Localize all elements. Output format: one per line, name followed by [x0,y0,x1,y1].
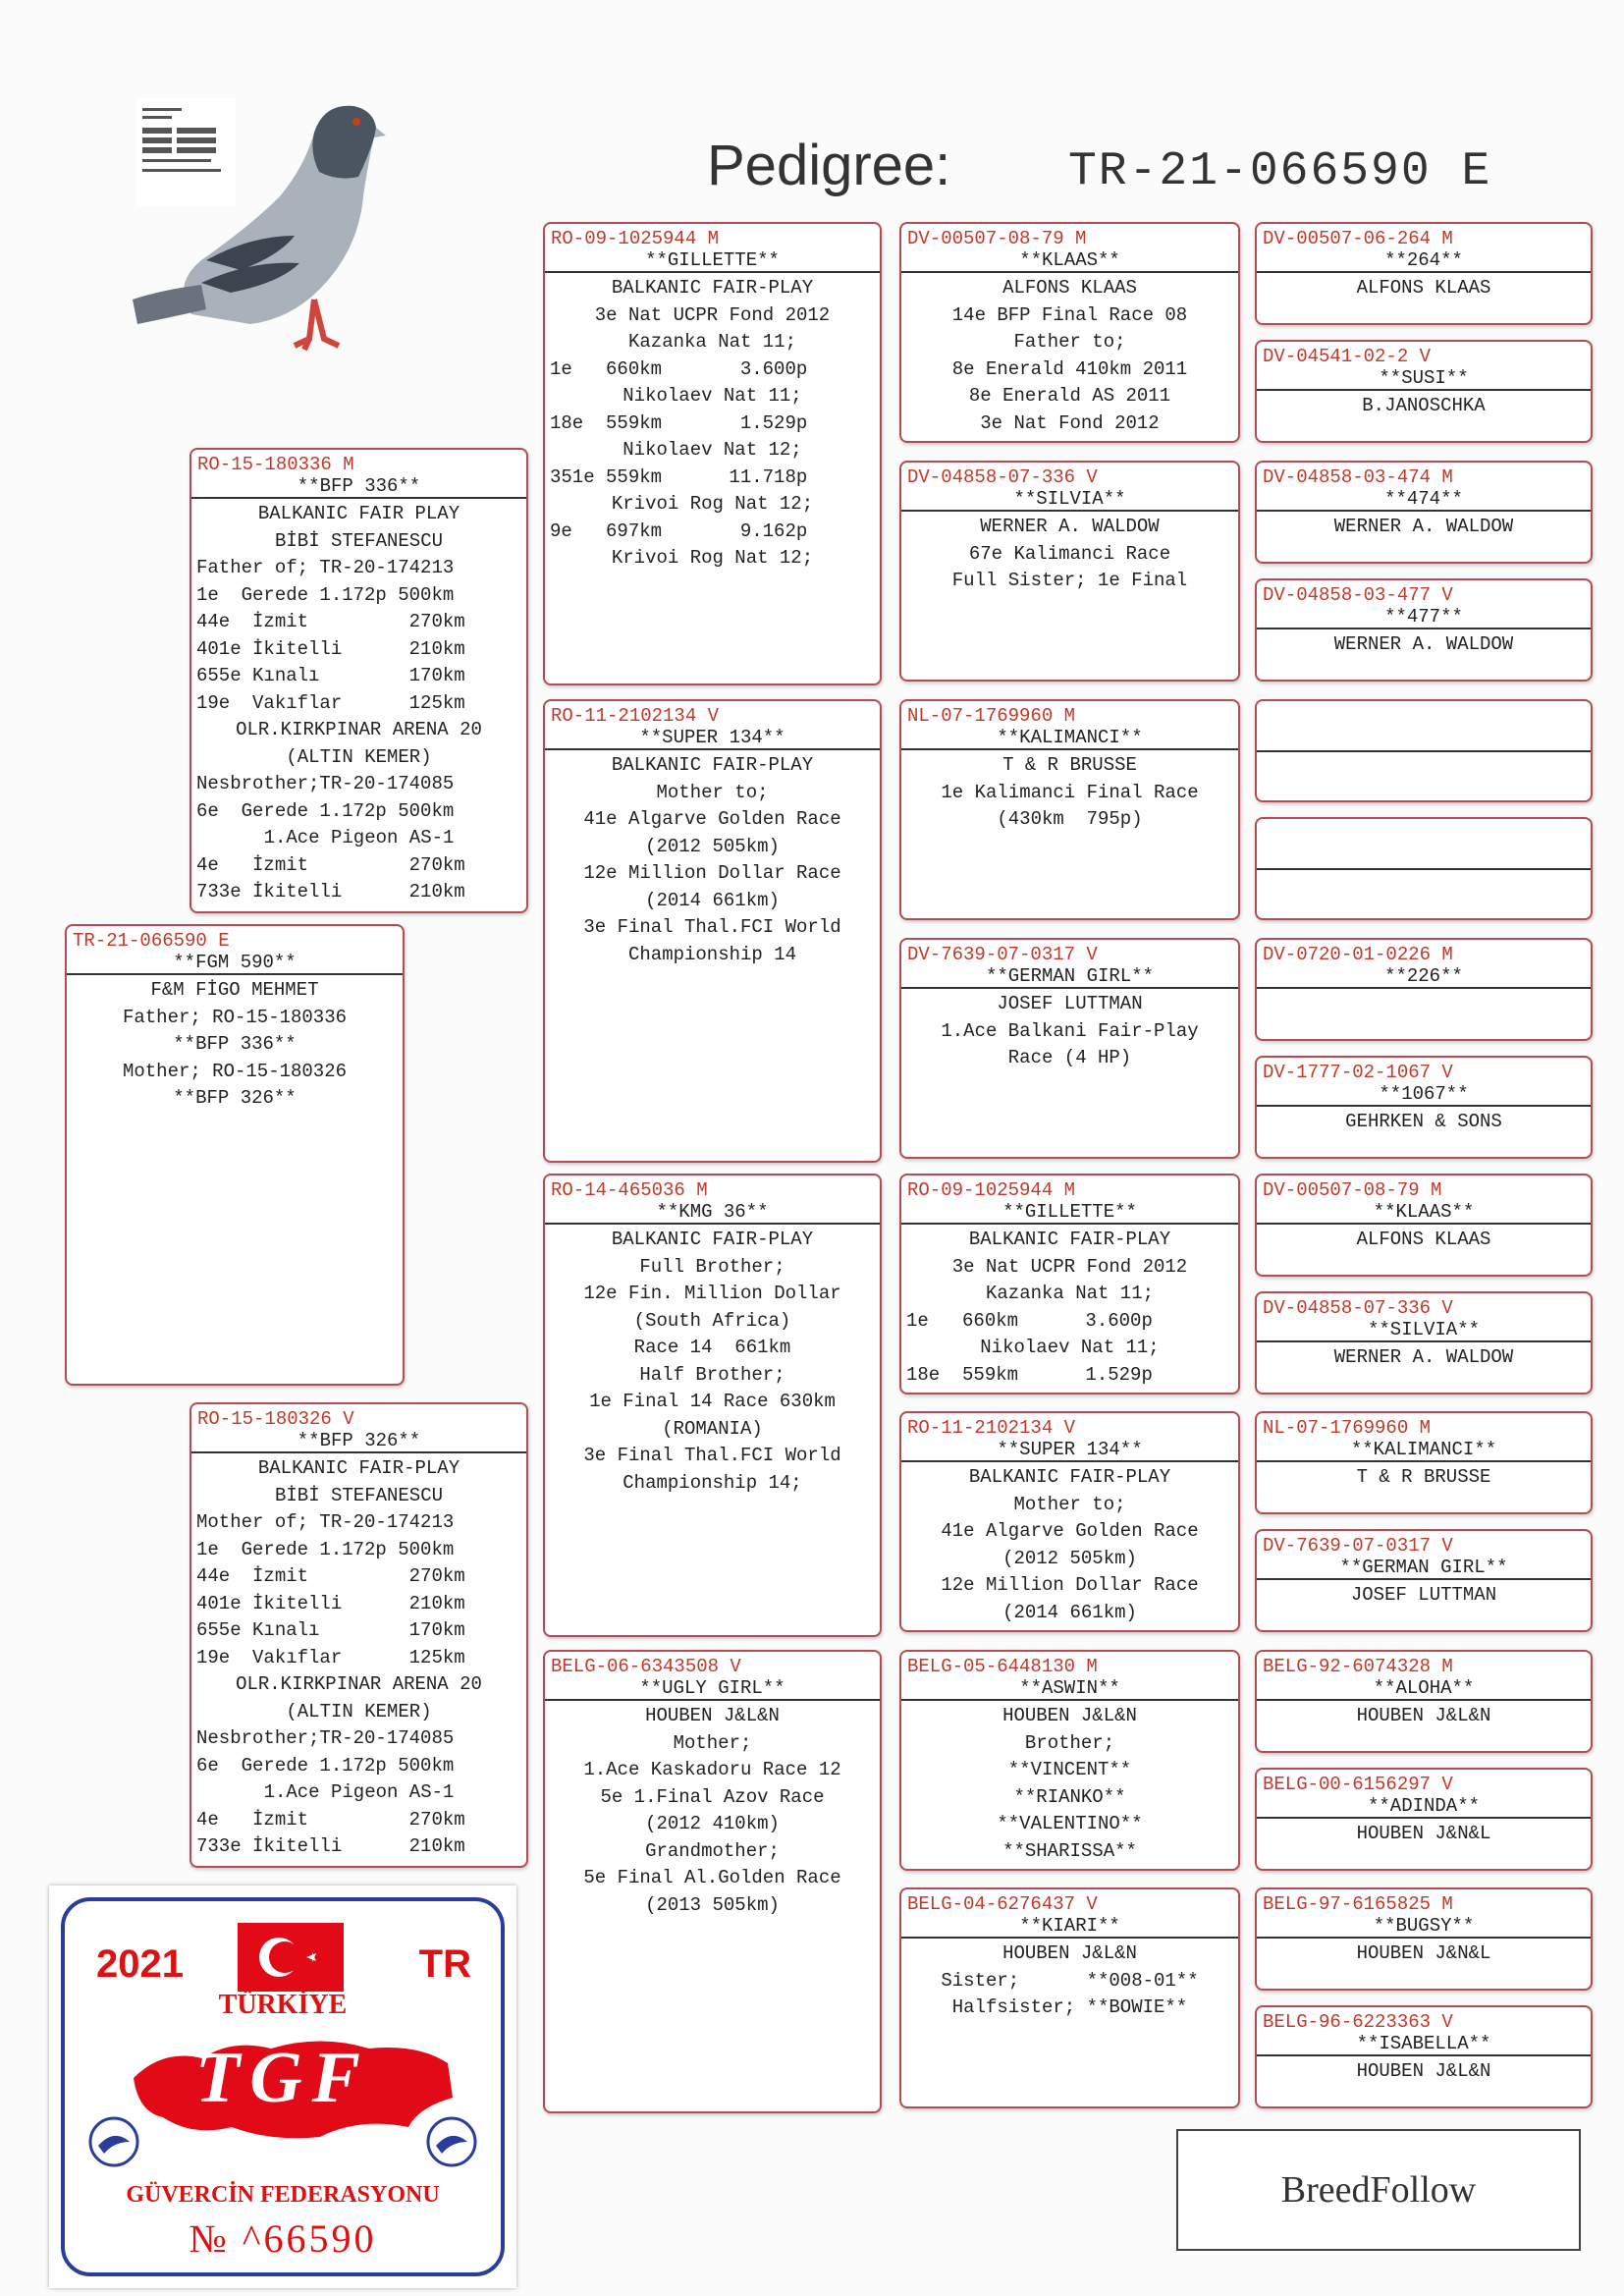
pedigree-line: (2014 661km) [1002,1601,1137,1623]
pigeon-name: **KMG 36** [545,1201,880,1225]
ring-number: RO-09-1025944 M [907,1179,1076,1201]
pedigree-line: BALKANIC FAIR PLAY [257,503,460,524]
pedigree-line: WERNER A. WALDOW [1333,633,1514,655]
pedigree-line: 1e 660km 3.600p [906,1309,1153,1332]
gen4-card[interactable] [1255,1650,1593,1753]
ring-number: DV-04858-07-336 V [1263,1297,1453,1319]
grandparent-card[interactable] [543,699,882,1163]
pedigree-line: 401e İkitelli 210km [196,637,465,660]
gen4-card[interactable] [1255,1056,1593,1159]
pigeon-name: **ALOHA** [1257,1677,1591,1701]
ring-number: DV-04858-07-336 V [907,466,1098,488]
pedigree-line: BALKANIC FAIR-PLAY [257,1457,460,1479]
pedigree-line: HOUBEN J&L&N [1002,1705,1137,1726]
sire-card[interactable] [189,448,528,913]
gen4-card[interactable] [1255,817,1593,920]
pedigree-line: Mother to; [1013,1493,1126,1515]
pedigree-line: Race 14 661km [633,1337,791,1358]
ring-number: BELG-06-6343508 V [551,1656,741,1677]
pedigree-line: 3e Nat UCPR Fond 2012 [594,303,831,326]
pigeon-name: **ADINDA** [1257,1795,1591,1819]
pedigree-line: 3e Nat Fond 2012 [980,411,1160,434]
pedigree-line: 12e Fin. Million Dollar [583,1283,841,1304]
pigeon-name: **474** [1257,488,1591,512]
pedigree-line: (ROMANIA) [662,1417,763,1440]
pigeon-name: **SUPER 134** [545,727,880,750]
grandparent-card[interactable] [543,1650,882,2113]
pedigree-line: 12e Million Dollar Race [583,862,841,884]
gen4-card[interactable] [1255,938,1593,1041]
pedigree-line: 1e Kalimanci Final Race [941,781,1199,803]
pedigree-line: Father of; TR-20-174213 [196,557,455,578]
pedigree-line: WERNER A. WALDOW [1333,516,1514,537]
pedigree-line: Grandmother; [645,1839,780,1862]
pedigree-line: 41e Algarve Golden Race [941,1520,1199,1542]
pedigree-line: Nikolaev Nat 12; [623,439,802,461]
pedigree-line: Half Brother; [639,1363,785,1386]
pedigree-line: **SHARISSA** [1002,1839,1137,1862]
pedigree-line: (2012 410km) [645,1813,780,1834]
pedigree-line: BİBİ STEFANESCU [274,529,444,552]
pedigree-line: 1e Gerede 1.172p 500km [196,1538,455,1560]
subject-ring: TR-21-066590 E [73,930,230,952]
gen4-card[interactable] [1255,1411,1593,1514]
pigeon-name: **ISABELLA** [1257,2033,1591,2056]
pedigree-line: 351e 559km 11.718p [550,465,808,488]
pigeon-name: **226** [1257,965,1591,989]
pedigree-line: 12e Million Dollar Race [941,1574,1199,1596]
pedigree-line: 1.Ace Pigeon AS-1 [263,827,455,848]
pedigree-line: Championship 14; [623,1471,802,1494]
dam-card[interactable] [189,1402,528,1868]
pigeon-name: **477** [1257,606,1591,629]
pedigree-line: BALKANIC FAIR-PLAY [611,754,814,776]
pedigree-line: Sister; **008-01** [941,1969,1199,1992]
pedigree-line: 6e Gerede 1.172p 500km [196,799,455,822]
gen4-card[interactable] [1255,340,1593,443]
pedigree-line: BALKANIC FAIR-PLAY [611,277,814,299]
pigeon-name: **GILLETTE** [901,1201,1238,1225]
pedigree-line: OLR.KIRKPINAR ARENA 20 [236,1673,482,1695]
pedigree-line: Krivoi Rog Nat 12; [611,493,814,515]
ring-number: DV-00507-06-264 M [1263,228,1453,249]
pedigree-line: 44e İzmit 270km [196,611,465,632]
grandparent-card[interactable] [543,222,882,685]
great-grandparent-card[interactable] [899,1887,1240,2108]
gen4-card[interactable] [1255,699,1593,802]
gen4-card[interactable] [1255,222,1593,325]
pedigree-line: 4e İzmit 270km [196,853,465,876]
great-grandparent-card[interactable] [899,1174,1240,1394]
ring-number: RO-09-1025944 M [551,228,720,249]
pedigree-line: GEHRKEN & SONS [1345,1111,1502,1132]
pedigree-line: 401e İkitelli 210km [196,1592,465,1614]
pedigree-line: 19e Vakıflar 125km [196,1646,465,1668]
ring-number: RO-11-2102134 V [907,1417,1076,1439]
pedigree-line: ALFONS KLAAS [1002,277,1137,299]
brand-name: BreedFollow [1280,2169,1477,2211]
pedigree-line: (2012 505km) [1002,1547,1137,1569]
grandparent-card[interactable] [543,1174,882,1637]
pedigree-line: 18e 559km 1.529p [906,1363,1153,1386]
pedigree-line: 18e 559km 1.529p [550,411,808,434]
turkish-flag-icon [238,1923,344,1992]
ring-number: RO-15-180326 V [197,1408,354,1430]
ring-number: DV-04541-02-2 V [1263,346,1432,367]
pedigree-line: WERNER A. WALDOW [1333,1346,1514,1368]
pedigree-line: (South Africa) [633,1309,791,1332]
great-grandparent-card[interactable] [899,222,1240,443]
pedigree-line: BALKANIC FAIR-PLAY [968,1229,1171,1250]
pedigree-line: BALKANIC FAIR-PLAY [611,1229,814,1250]
pedigree-line: 67e Kalimanci Race [968,542,1171,565]
pedigree-line: Nikolaev Nat 11; [623,385,802,407]
ring-card [49,1886,516,2288]
pigeon-name: **SILVIA** [901,488,1238,512]
ring-number: RO-15-180336 M [197,454,354,475]
pigeon-name: **KLAAS** [1257,1201,1591,1225]
ring-number: RO-14-465036 M [551,1179,708,1201]
pigeon-name: **1067** [1257,1083,1591,1107]
pedigree-line: 4e İzmit 270km [196,1808,465,1831]
pedigree-line: HOUBEN J&L&N [1356,1705,1491,1726]
pedigree-line: 9e 697km 9.162p [550,519,808,542]
pigeon-name: **KLAAS** [901,249,1238,273]
pedigree-line: 6e Gerede 1.172p 500km [196,1754,455,1777]
pedigree-line: Mother to; [656,781,769,803]
pedigree-line: **VALENTINO** [997,1813,1143,1834]
pedigree-line: Full Sister; 1e Final [951,570,1188,591]
gen4-card[interactable] [1255,1887,1593,1991]
ring-year: 2021 [96,1942,184,1986]
pedigree-line: Mother of; TR-20-174213 [196,1511,455,1533]
gen4-card[interactable] [1255,1529,1593,1632]
pedigree-line: BİBİ STEFANESCU [274,1484,444,1506]
pedigree-line: 19e Vakıflar 125km [196,691,465,714]
pedigree-line: (2013 505km) [645,1893,780,1916]
subject-card[interactable] [65,924,405,1386]
pedigree-line: 8e Enerald AS 2011 [968,385,1171,407]
pedigree-line: T & R BRUSSE [1356,1466,1491,1488]
pedigree-line: 1e Final 14 Race 630km [589,1391,836,1412]
pedigree-line: BALKANIC FAIR-PLAY [968,1466,1171,1488]
great-grandparent-card[interactable] [899,1411,1240,1632]
pedigree-line: ALFONS KLAAS [1356,1229,1491,1250]
pedigree-line: Brother; [1024,1731,1115,1754]
gen4-card[interactable] [1255,2005,1593,2108]
pedigree-line: HOUBEN J&L&N [645,1705,780,1726]
pigeon-name: **ASWIN** [901,1677,1238,1701]
pedigree-line: Nikolaev Nat 11; [980,1337,1160,1358]
ring-federation: GÜVERCİN FEDERASYONU [126,2182,440,2208]
pedigree-line: 1e Gerede 1.172p 500km [196,583,455,606]
pedigree-line: 8e Enerald 410km 2011 [951,357,1188,380]
pedigree-line: Krivoi Rog Nat 12; [611,547,814,569]
pedigree-line: Father to; [1013,331,1126,353]
ring-number: BELG-96-6223363 V [1263,2011,1453,2033]
ring-number: № ^66590 [189,2216,377,2261]
pedigree-line: HOUBEN J&L&N [1356,2060,1491,2082]
pedigree-line: (ALTIN KEMER) [286,745,432,768]
pigeon-name: **KALIMANCI** [1257,1439,1591,1462]
pedigree-line: 733e İkitelli 210km [196,881,465,902]
pedigree-line: 1.Ace Kaskadoru Race 12 [583,1759,841,1780]
pigeon-name: **GILLETTE** [545,249,880,273]
ring-country-code: TR [418,1942,471,1986]
pedigree-line: 3e Final Thal.FCI World [583,916,841,938]
pedigree-line: 5e 1.Final Azov Race [600,1785,825,1808]
pedigree-line: (2014 661km) [645,889,780,911]
pedigree-line: 41e Algarve Golden Race [583,808,841,830]
ring-number: DV-1777-02-1067 V [1263,1062,1453,1083]
pedigree-line: ALFONS KLAAS [1356,277,1491,299]
pigeon-icon [133,88,447,373]
pedigree-line: B.JANOSCHKA [1362,395,1486,416]
pedigree-line: 3e Nat UCPR Fond 2012 [951,1255,1188,1278]
subject-line: Mother; RO-15-180326 [122,1060,348,1082]
great-grandparent-card[interactable] [899,461,1240,682]
pedigree-line: 44e İzmit 270km [196,1565,465,1587]
great-grandparent-card[interactable] [899,1650,1240,1871]
great-grandparent-card[interactable] [899,699,1240,920]
pigeon-name: **GERMAN GIRL** [901,965,1238,989]
pedigree-line: 655e Kınalı 170km [196,665,465,686]
gen4-card[interactable] [1255,1768,1593,1871]
pedigree-line: Kazanka Nat 11; [985,1283,1155,1304]
pedigree-line: WERNER A. WALDOW [980,516,1160,537]
ring-number: BELG-92-6074328 M [1263,1656,1453,1677]
pedigree-line: 655e Kınalı 170km [196,1619,465,1641]
pigeon-name: **264** [1257,249,1591,273]
gen4-card[interactable] [1255,578,1593,682]
breedfollow-logo [1176,2129,1581,2251]
pedigree-line: Halfsister; **BOWIE** [951,1996,1188,2018]
subject-ring-title: TR-21-066590 E [1068,145,1492,198]
pigeon-emblem-icon [84,2112,143,2171]
pedigree-line: 3e Final Thal.FCI World [583,1445,841,1466]
gen4-card[interactable] [1255,1174,1593,1277]
pedigree-line: 1e 660km 3.600p [550,357,808,380]
pedigree-line: 733e İkitelli 210km [196,1835,465,1857]
pigeon-name: **SUPER 134** [901,1439,1238,1462]
ring-number: DV-04858-03-477 V [1263,584,1453,606]
pedigree-line: **VINCENT** [1007,1759,1132,1780]
pedigree-line: 1.Ace Balkani Fair-Play [941,1019,1199,1042]
ring-org: TGF [195,2038,370,2118]
ring-number: DV-0720-01-0226 M [1263,944,1453,965]
empty-divider [1257,868,1591,870]
ring-number: BELG-04-6276437 V [907,1893,1098,1915]
pedigree-line: Nesbrother;TR-20-174085 [196,1727,455,1749]
pigeon-name: **SUSI** [1257,367,1591,391]
pedigree-line: HOUBEN J&N&L [1356,1823,1491,1844]
ring-number: DV-00507-08-79 M [907,228,1087,249]
page-title: Pedigree: [707,134,951,197]
ring-number: NL-07-1769960 M [1263,1417,1432,1439]
ring-country: TÜRKİYE [218,1990,348,2020]
pigeon-name: **GERMAN GIRL** [1257,1557,1591,1580]
pedigree-line: (ALTIN KEMER) [286,1700,432,1722]
pedigree-line: Full Brother; [639,1255,785,1278]
pigeon-name: **BUGSY** [1257,1915,1591,1939]
pigeon-name: **BFP 326** [191,1430,526,1453]
ring-number: BELG-97-6165825 M [1263,1893,1453,1915]
pigeon-name: **KALIMANCI** [901,727,1238,750]
pedigree-line: **RIANKO** [1013,1785,1126,1808]
pedigree-line: Mother; [673,1731,752,1754]
pedigree-line: Race (4 HP) [1007,1047,1132,1068]
subject-line: Father; RO-15-180336 [122,1006,348,1028]
pedigree-line: HOUBEN J&N&L [1356,1942,1491,1964]
ring-number: DV-00507-08-79 M [1263,1179,1442,1201]
gen4-card[interactable] [1255,1291,1593,1394]
pigeon-name: **SILVIA** [1257,1319,1591,1342]
pedigree-line: 14e BFP Final Race 08 [951,303,1188,326]
pedigree-line: HOUBEN J&L&N [1002,1942,1137,1964]
ring-number: NL-07-1769960 M [907,705,1076,727]
pedigree-line: (430km 795p) [997,808,1143,830]
ring-number: DV-7639-07-0317 V [1263,1535,1453,1557]
pedigree-line: (2012 505km) [645,835,780,857]
ring-number: RO-11-2102134 V [551,705,720,727]
great-grandparent-card[interactable] [899,938,1240,1159]
pedigree-line: T & R BRUSSE [1002,754,1137,776]
subject-line: F&M FİGO MEHMET [150,979,319,1001]
empty-divider [1257,750,1591,752]
pedigree-line: Championship 14 [627,943,797,965]
pigeon-name: **KIARI** [901,1915,1238,1939]
pigeon-name: **BFP 336** [191,475,526,499]
pedigree-line: 5e Final Al.Golden Race [583,1867,841,1888]
subject-line: **BFP 326** [173,1087,297,1109]
subject-name: **FGM 590** [67,952,403,975]
pedigree-line: Nesbrother;TR-20-174085 [196,773,455,794]
pigeon-name: **UGLY GIRL** [545,1677,880,1701]
pedigree-line: JOSEF LUTTMAN [1350,1584,1497,1606]
subject-line: **BFP 336** [173,1033,297,1055]
ring-number: BELG-00-6156297 V [1263,1774,1453,1795]
ring-number: DV-04858-03-474 M [1263,466,1453,488]
gen4-card[interactable] [1255,461,1593,564]
pedigree-line: 1.Ace Pigeon AS-1 [263,1781,455,1803]
pedigree-line: Kazanka Nat 11; [627,331,797,353]
ring-number: BELG-05-6448130 M [907,1656,1098,1677]
pedigree-line: OLR.KIRKPINAR ARENA 20 [236,719,482,740]
pigeon-emblem-icon [422,2112,481,2171]
ring-number: DV-7639-07-0317 V [907,944,1098,965]
pedigree-line: JOSEF LUTTMAN [997,993,1143,1014]
